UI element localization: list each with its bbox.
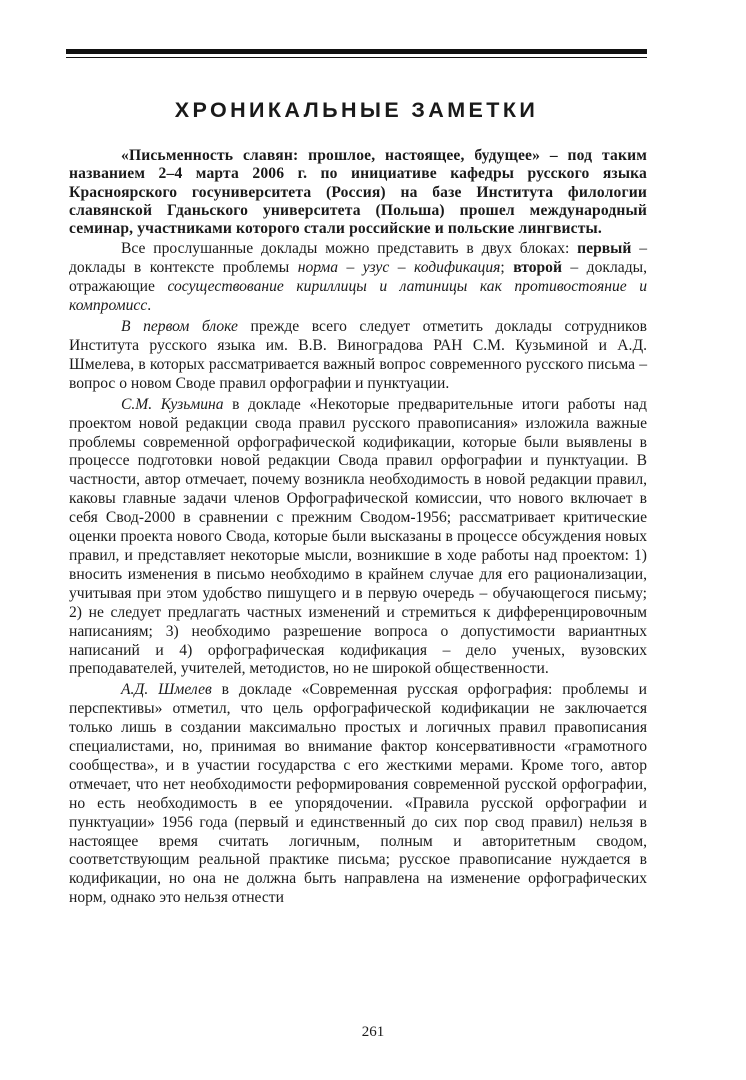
p3-author-name: С.М. Кузьмина <box>121 395 224 413</box>
p1-text-1: Все прослушанные доклады можно представить в двух блоках: <box>121 240 578 258</box>
intro-paragraph: «Письменность славян: прошлое, настоящее, будущее» – под таким названием 2–4 марта 2006 г. по инициативе кафедры русского языка Красноярского госуниверситета (Россия) на базе Института филологии славянской Гданьского университета (Польша) прошел международный семинар, участниками которого стали российские и польские лингвисты. <box>69 147 647 238</box>
body-paragraph-kuzmina <box>69 396 647 680</box>
page-number: 261 <box>361 1024 385 1040</box>
header-rule-thick <box>66 49 647 54</box>
p1-bold-second: второй <box>513 259 562 277</box>
p1-bold-first: первый <box>577 240 632 258</box>
header-rule-thin <box>66 57 647 58</box>
p2-text: прежде всего следует отметить доклады сотрудников Института русского языка им. В.В. Виноградова РАН С.М. Кузьминой и А.Д. Шмелева, в которых рассматривается важный вопрос современного русского письма – вопрос о новом Своде правил орфографии и пунктуации. <box>69 318 647 392</box>
p1-text-4: – доклады, отражающие <box>69 259 648 296</box>
article-body <box>69 147 647 908</box>
p1-italic-norm: норма – узус – кодификация <box>297 259 501 277</box>
p1-italic-coexistence: сосуществование кириллицы и латиницы как противостояние и компромисс <box>69 278 647 315</box>
p4-author-name: А.Д. Шмелев <box>121 681 212 699</box>
section-heading: ХРОНИКАЛЬНЫЕ ЗАМЕТКИ <box>174 98 539 122</box>
p1-text-5: . <box>147 297 152 315</box>
p1-text-3: ; <box>500 259 514 277</box>
body-paragraph-shmelev <box>69 681 647 908</box>
body-paragraph-blocks <box>69 240 647 316</box>
body-paragraph-first-block <box>69 318 647 394</box>
p1-text-2: – доклады в контексте проблемы <box>69 240 647 277</box>
p4-text: в докладе «Современная русская орфография: проблемы и перспективы» отметил, что цель орфографической кодификации не заключается только лишь в создании максимально простых и логичных правил правописания специалистами, но, принимая во внимание фактор консервативности «грамотного сообщества», и в участии государства с его жесткими мерами. Кроме того, автор отмечает, что нет необходимости реформирования современной русской орфографии, но есть необходимость в ее упорядочении. «Правила русской орфографии и пунктуации» 1956 года (первый и единственный до сих пор свод правил) нельзя в настоящее время считать логичным, полным и авторитетным сводом, соответствующим реальной практике письма; русское правописание нуждается в кодификации, но она не должна быть направлена на изменение орфографических норм, однако это нельзя отнести <box>69 681 647 907</box>
p3-text: в докладе «Некоторые предварительные итоги работы над проектом новой редакции свода правил русского правописания» изложила важные проблемы современной орфографической кодификации, которые были выявлены в процессе подготовки новой редакции Свода правил орфографии и пунктуации. В частности, автор отмечает, почему возникла необходимость в новой редакции правил, каковы главные задачи членов Орфографической комиссии, что нового включает в себя Свод-2000 в сравнении с прежним Сводом-1956; рассматривает критические оценки проекта нового Свода, которые были высказаны в процессе обсуждения новых правил, и представляет некоторые мысли, возникшие в ходе работы над проектом: 1) вносить изменения в письмо необходимо в крайнем случае для его рационализации, учитывая при этом удобство пишущего и в первую очередь – обучающегося письму; 2) не следует предлагать частных изменений и стремиться к дифференцировочным написаниям; 3) необходимо разрешение вопроса о допустимости вариантных написаний и 4) орфографическая кодификация – дело ученых, вузовских преподавателей, учителей, методистов, но не широкой общественности. <box>69 395 647 678</box>
p2-italic-lead: В первом блоке <box>121 318 238 336</box>
